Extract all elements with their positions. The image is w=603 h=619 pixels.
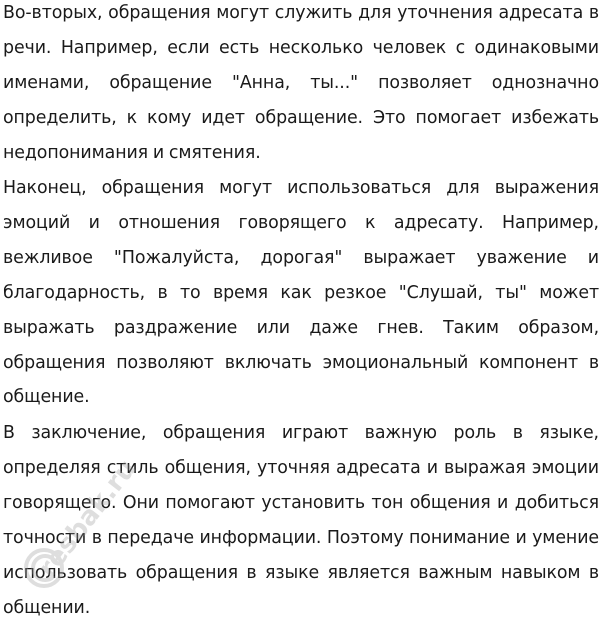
watermark-text: resbak.ru (32, 454, 143, 584)
paragraph-1: Во-вторых, обращения могут служить для уточнения адресата в речи. Например, если есть несколько человек с одинаковыми именами, обращение "Анна, ты..." позволяет однозначно определить, к кому идет обращение. Это помогает избежать недопонимания и смятения. (3, 3, 599, 163)
paragraph-2: Наконец, обращения могут использоваться для выражения эмоций и отношения говорящего к адресату. Например, вежливое "Пожалуйста, дорогая" выражает уважение и благодарность, в то время как резкое "Слушай, ты" может выражать раздражение или даже гнев. Таким образом, обращения позволяют включать эмоциональный компонент в общение. (3, 178, 599, 408)
paragraph-3: В заключение, обращения играют важную роль в языке, определяя стиль общения, уточняя адресата и выражая эмоции говорящего. Они помогают установить тон общения и добиться точности в передаче информации. Поэтому понимание и умение использовать обращения в языке является важным навыком в общении. (3, 423, 599, 618)
